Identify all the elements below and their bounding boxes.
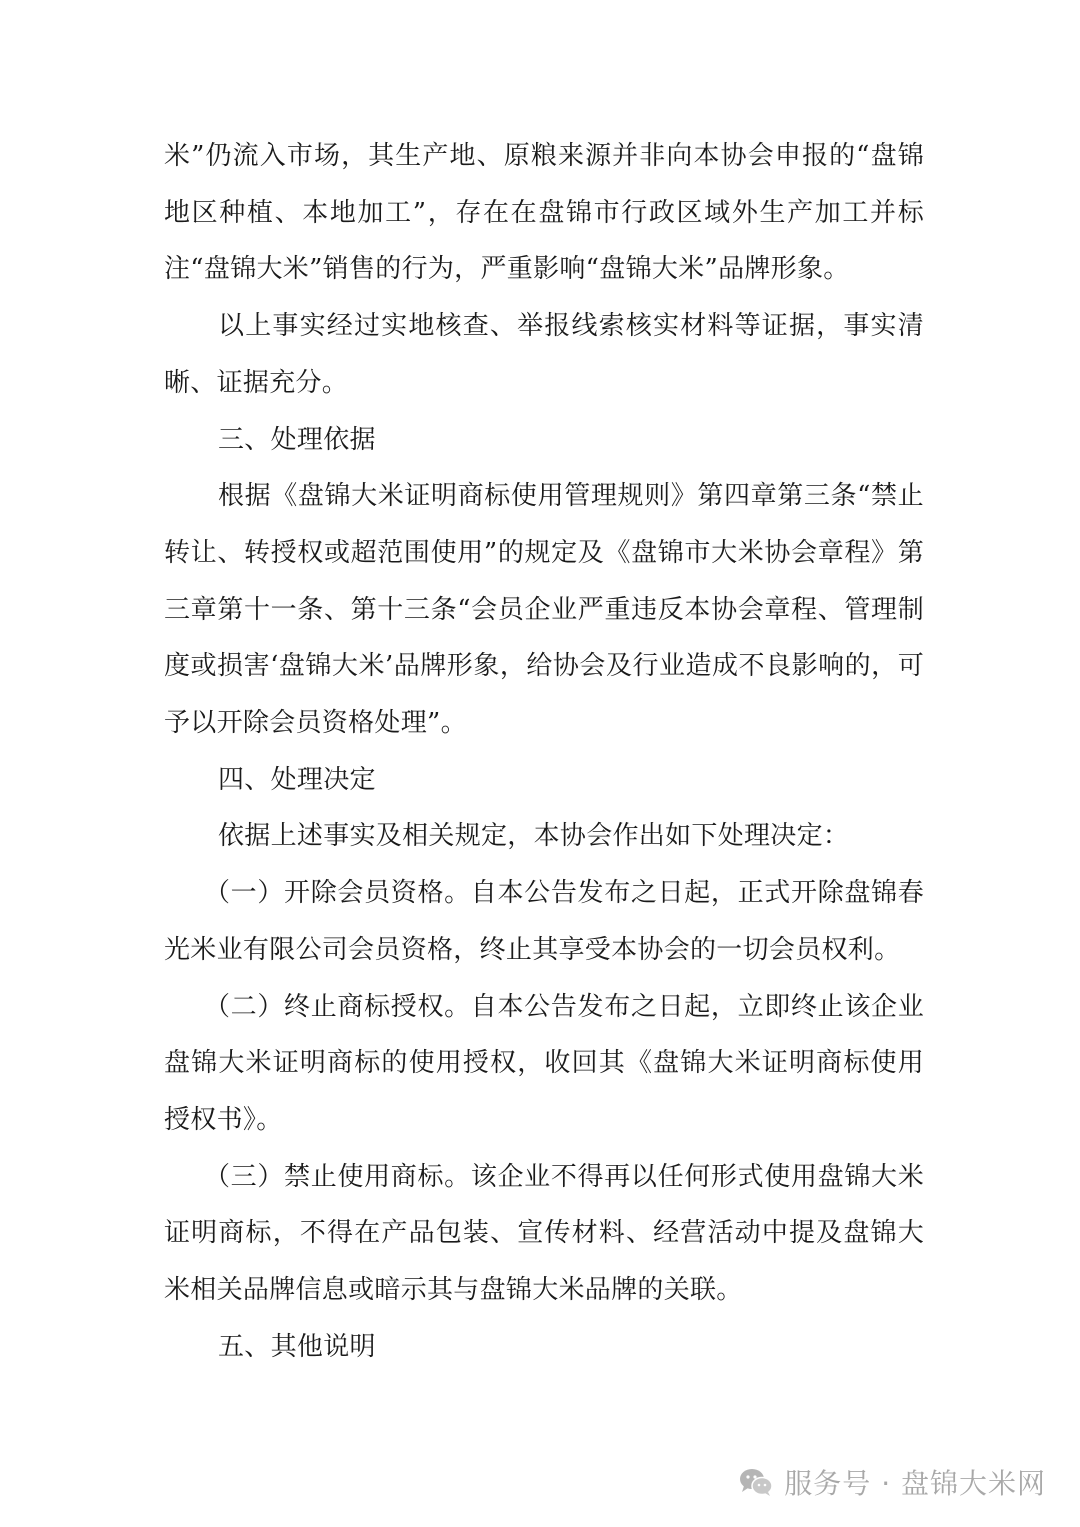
section-heading-other: 五、其他说明: [218, 1331, 376, 1362]
paragraph-basis: 根据《盘锦大米证明商标使用管理规则》第四章第三条“禁止转让、转授权或超范围使用”的规定及《盘锦市大米协会章程》第三章第十一条、第十三条“会员企业严重违反本协会章程、管理制度或损害‘盘锦大米’品牌形象，给协会及行业造成不良影响的，可予以开除会员资格处理”。: [164, 481, 924, 739]
section-heading-decision: 四、处理决定: [218, 764, 376, 795]
section-heading-basis: 三、处理依据: [218, 424, 376, 455]
decision-item-2: （二）终止商标授权。自本公告发布之日起，立即终止该企业盘锦大米证明商标的使用授权，收回其《盘锦大米证明商标使用授权书》。: [164, 991, 924, 1135]
watermark-text: 服务号 · 盘锦大米网: [784, 1467, 1046, 1500]
paragraph-evidence: 以上事实经过实地核查、举报线索核实材料等证据，事实清晰、证据充分。: [164, 311, 924, 398]
wechat-icon: [738, 1467, 774, 1497]
document-body: [164, 128, 924, 1375]
decision-item-1: （一）开除会员资格。自本公告发布之日起，正式开除盘锦春光米业有限公司会员资格，终止其享受本协会的一切会员权利。: [164, 878, 924, 965]
paragraph-market-violation: 米”仍流入市场，其生产地、原粮来源并非向本协会申报的“盘锦地区种植、本地加工”，存在在盘锦市行政区域外生产加工并标注“盘锦大米”销售的行为，严重影响“盘锦大米”品牌形象。: [164, 141, 924, 285]
watermark: [738, 1462, 1046, 1502]
decision-item-3: （三）禁止使用商标。该企业不得再以任何形式使用盘锦大米证明商标，不得在产品包装、宣传材料、经营活动中提及盘锦大米相关品牌信息或暗示其与盘锦大米品牌的关联。: [164, 1161, 924, 1306]
paragraph-decision-intro: 依据上述事实及相关规定，本协会作出如下处理决定：: [218, 821, 850, 852]
